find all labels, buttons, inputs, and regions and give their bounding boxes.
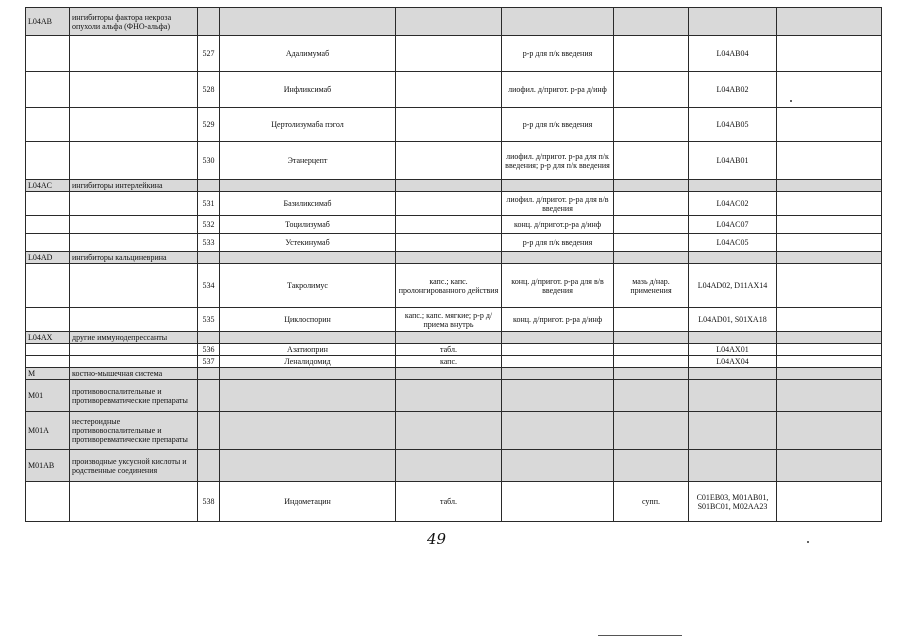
drug-name: Тоцилизумаб xyxy=(220,216,396,234)
empty-cell xyxy=(220,8,396,36)
empty-cell xyxy=(198,412,220,450)
empty-cell xyxy=(777,180,882,192)
dosage-form-oral: капс.; капс. пролонгированного действия xyxy=(396,264,502,308)
category-row xyxy=(26,450,882,482)
row-number: 538 xyxy=(198,482,220,522)
category-row xyxy=(26,332,882,344)
page-number: 49 xyxy=(427,530,447,548)
empty-cell xyxy=(70,344,198,356)
empty-cell xyxy=(777,72,882,108)
atc-code: L04AB04 xyxy=(689,36,777,72)
atc-code: L04AX01 xyxy=(689,344,777,356)
dosage-form-parenteral xyxy=(502,344,614,356)
drug-name: Азатиоприн xyxy=(220,344,396,356)
dosage-form-other xyxy=(614,36,689,72)
empty-cell xyxy=(777,332,882,344)
empty-cell xyxy=(777,8,882,36)
empty-cell xyxy=(689,412,777,450)
dosage-form-oral xyxy=(396,36,502,72)
empty-cell xyxy=(689,252,777,264)
empty-cell xyxy=(396,412,502,450)
empty-cell xyxy=(70,142,198,180)
empty-cell xyxy=(502,380,614,412)
atc-code: L04AX04 xyxy=(689,356,777,368)
empty-cell xyxy=(70,108,198,142)
empty-cell xyxy=(26,108,70,142)
row-number: 531 xyxy=(198,192,220,216)
dosage-form-other xyxy=(614,344,689,356)
drug-row xyxy=(26,108,882,142)
drug-row xyxy=(26,234,882,252)
dosage-form-parenteral: конц. д/пригот.р-ра д/инф xyxy=(502,216,614,234)
atc-code: L04AD02, D11AX14 xyxy=(689,264,777,308)
empty-cell xyxy=(614,412,689,450)
empty-cell xyxy=(689,380,777,412)
drug-name: Инфликсимаб xyxy=(220,72,396,108)
dosage-form-parenteral: конц. д/пригот. р-ра д/инф xyxy=(502,308,614,332)
dosage-form-parenteral: лиофил. д/пригот. р-ра для в/в введения xyxy=(502,192,614,216)
scan-speck xyxy=(790,100,792,102)
empty-cell xyxy=(777,36,882,72)
atc-group-code: M01AB xyxy=(26,450,70,482)
empty-cell xyxy=(777,108,882,142)
dosage-form-oral xyxy=(396,192,502,216)
scan-edge-mark xyxy=(598,635,682,636)
row-number: 529 xyxy=(198,108,220,142)
empty-cell xyxy=(614,380,689,412)
drug-row xyxy=(26,356,882,368)
atc-group-name: производные уксусной кислоты и родственные соединения xyxy=(70,450,198,482)
drug-row xyxy=(26,482,882,522)
empty-cell xyxy=(220,450,396,482)
empty-cell xyxy=(777,234,882,252)
empty-cell xyxy=(689,368,777,380)
empty-cell xyxy=(26,234,70,252)
empty-cell xyxy=(198,252,220,264)
empty-cell xyxy=(220,368,396,380)
empty-cell xyxy=(614,332,689,344)
drug-row xyxy=(26,192,882,216)
row-number: 527 xyxy=(198,36,220,72)
drug-row xyxy=(26,344,882,356)
drug-row xyxy=(26,72,882,108)
drug-row xyxy=(26,142,882,180)
empty-cell xyxy=(26,264,70,308)
drug-row xyxy=(26,264,882,308)
empty-cell xyxy=(689,332,777,344)
empty-cell xyxy=(70,72,198,108)
dosage-form-parenteral: р-р для п/к введения xyxy=(502,36,614,72)
drug-name: Леналидомид xyxy=(220,356,396,368)
dosage-form-oral xyxy=(396,108,502,142)
empty-cell xyxy=(70,216,198,234)
empty-cell xyxy=(777,482,882,522)
empty-cell xyxy=(220,380,396,412)
atc-code: C01EB03, M01AB01, S01BC01, M02AA23 xyxy=(689,482,777,522)
dosage-form-other xyxy=(614,108,689,142)
empty-cell xyxy=(198,450,220,482)
empty-cell xyxy=(777,142,882,180)
atc-code: L04AD01, S01XA18 xyxy=(689,308,777,332)
dosage-form-other: супп. xyxy=(614,482,689,522)
dosage-form-parenteral xyxy=(502,482,614,522)
atc-group-name: противовоспалительные и противоревматические препараты xyxy=(70,380,198,412)
empty-cell xyxy=(614,252,689,264)
atc-group-code: L04AB xyxy=(26,8,70,36)
drug-name: Цертолизумаба пэгол xyxy=(220,108,396,142)
dosage-form-other xyxy=(614,142,689,180)
empty-cell xyxy=(198,332,220,344)
dosage-form-oral: табл. xyxy=(396,344,502,356)
atc-group-code: M xyxy=(26,368,70,380)
empty-cell xyxy=(70,482,198,522)
dosage-form-other xyxy=(614,234,689,252)
row-number: 530 xyxy=(198,142,220,180)
drug-name: Этанерцепт xyxy=(220,142,396,180)
atc-code: L04AC05 xyxy=(689,234,777,252)
row-number: 532 xyxy=(198,216,220,234)
empty-cell xyxy=(70,308,198,332)
empty-cell xyxy=(70,192,198,216)
dosage-form-parenteral: р-р для п/к введения xyxy=(502,108,614,142)
empty-cell xyxy=(777,216,882,234)
atc-code: L04AC02 xyxy=(689,192,777,216)
empty-cell xyxy=(396,180,502,192)
empty-cell xyxy=(26,308,70,332)
empty-cell xyxy=(26,36,70,72)
empty-cell xyxy=(220,180,396,192)
empty-cell xyxy=(502,180,614,192)
drug-row xyxy=(26,36,882,72)
empty-cell xyxy=(777,252,882,264)
empty-cell xyxy=(777,368,882,380)
drug-name: Циклоспорин xyxy=(220,308,396,332)
row-number: 537 xyxy=(198,356,220,368)
empty-cell xyxy=(614,450,689,482)
empty-cell xyxy=(777,192,882,216)
empty-cell xyxy=(396,380,502,412)
empty-cell xyxy=(26,344,70,356)
empty-cell xyxy=(777,308,882,332)
empty-cell xyxy=(220,252,396,264)
category-row xyxy=(26,368,882,380)
dosage-form-oral: капс.; капс. мягкие; р-р д/приема внутрь xyxy=(396,308,502,332)
row-number: 533 xyxy=(198,234,220,252)
empty-cell xyxy=(70,264,198,308)
atc-group-code: L04AC xyxy=(26,180,70,192)
empty-cell xyxy=(614,368,689,380)
dosage-form-oral xyxy=(396,216,502,234)
empty-cell xyxy=(777,344,882,356)
dosage-form-parenteral: лиофил. д/пригот. р-ра для п/к введения; р-р для п/к введения xyxy=(502,142,614,180)
scan-speck xyxy=(807,541,809,543)
atc-group-name: нестероидные противовоспалительные и противоревматические препараты xyxy=(70,412,198,450)
atc-group-code: M01A xyxy=(26,412,70,450)
dosage-form-oral: табл. xyxy=(396,482,502,522)
atc-group-code: L04AD xyxy=(26,252,70,264)
category-row xyxy=(26,180,882,192)
dosage-form-other xyxy=(614,72,689,108)
dosage-form-other xyxy=(614,356,689,368)
empty-cell xyxy=(220,412,396,450)
atc-code: L04AB01 xyxy=(689,142,777,180)
drug-name: Базиликсимаб xyxy=(220,192,396,216)
drug-name: Такролимус xyxy=(220,264,396,308)
drug-name: Устекинумаб xyxy=(220,234,396,252)
atc-group-name: ингибиторы интерлейкина xyxy=(70,180,198,192)
row-number: 536 xyxy=(198,344,220,356)
empty-cell xyxy=(777,450,882,482)
category-row xyxy=(26,8,882,36)
empty-cell xyxy=(502,332,614,344)
empty-cell xyxy=(777,380,882,412)
empty-cell xyxy=(689,450,777,482)
empty-cell xyxy=(198,180,220,192)
empty-cell xyxy=(26,72,70,108)
dosage-form-parenteral: лиофил. д/пригот. р-ра д/инф xyxy=(502,72,614,108)
empty-cell xyxy=(614,8,689,36)
atc-group-code: L04AX xyxy=(26,332,70,344)
dosage-form-oral xyxy=(396,142,502,180)
drug-row xyxy=(26,308,882,332)
empty-cell xyxy=(220,332,396,344)
empty-cell xyxy=(502,8,614,36)
empty-cell xyxy=(198,380,220,412)
empty-cell xyxy=(502,412,614,450)
drug-name: Индометацин xyxy=(220,482,396,522)
empty-cell xyxy=(70,234,198,252)
atc-group-code: M01 xyxy=(26,380,70,412)
dosage-form-other xyxy=(614,192,689,216)
atc-code: L04AC07 xyxy=(689,216,777,234)
row-number: 528 xyxy=(198,72,220,108)
empty-cell xyxy=(396,252,502,264)
dosage-form-oral xyxy=(396,234,502,252)
dosage-form-other xyxy=(614,308,689,332)
category-row xyxy=(26,380,882,412)
atc-group-name: ингибиторы кальциневрина xyxy=(70,252,198,264)
empty-cell xyxy=(198,368,220,380)
dosage-form-other xyxy=(614,216,689,234)
row-number: 535 xyxy=(198,308,220,332)
empty-cell xyxy=(396,450,502,482)
empty-cell xyxy=(396,8,502,36)
row-number: 534 xyxy=(198,264,220,308)
atc-code: L04AB05 xyxy=(689,108,777,142)
empty-cell xyxy=(396,332,502,344)
category-row xyxy=(26,412,882,450)
empty-cell xyxy=(198,8,220,36)
drug-list-table xyxy=(25,7,882,522)
empty-cell xyxy=(70,36,198,72)
empty-cell xyxy=(26,482,70,522)
empty-cell xyxy=(777,356,882,368)
drug-name: Адалимумаб xyxy=(220,36,396,72)
drug-row xyxy=(26,216,882,234)
dosage-form-parenteral: р-р для п/к введения xyxy=(502,234,614,252)
empty-cell xyxy=(777,412,882,450)
empty-cell xyxy=(614,180,689,192)
category-row xyxy=(26,252,882,264)
dosage-form-parenteral xyxy=(502,356,614,368)
empty-cell xyxy=(502,368,614,380)
dosage-form-oral xyxy=(396,72,502,108)
atc-group-name: другие иммунодепрессанты xyxy=(70,332,198,344)
empty-cell xyxy=(26,356,70,368)
empty-cell xyxy=(26,192,70,216)
dosage-form-parenteral: конц. д/пригот. р-ра для в/в введения xyxy=(502,264,614,308)
empty-cell xyxy=(777,264,882,308)
empty-cell xyxy=(396,368,502,380)
dosage-form-other: мазь д/нар. применения xyxy=(614,264,689,308)
atc-group-name: костно-мышечная система xyxy=(70,368,198,380)
empty-cell xyxy=(502,252,614,264)
empty-cell xyxy=(689,180,777,192)
empty-cell xyxy=(70,356,198,368)
empty-cell xyxy=(26,216,70,234)
atc-group-name: ингибиторы фактора некроза опухоли альфа (ФНО-альфа) xyxy=(70,8,198,36)
dosage-form-oral: капс. xyxy=(396,356,502,368)
empty-cell xyxy=(502,450,614,482)
empty-cell xyxy=(26,142,70,180)
empty-cell xyxy=(689,8,777,36)
atc-code: L04AB02 xyxy=(689,72,777,108)
